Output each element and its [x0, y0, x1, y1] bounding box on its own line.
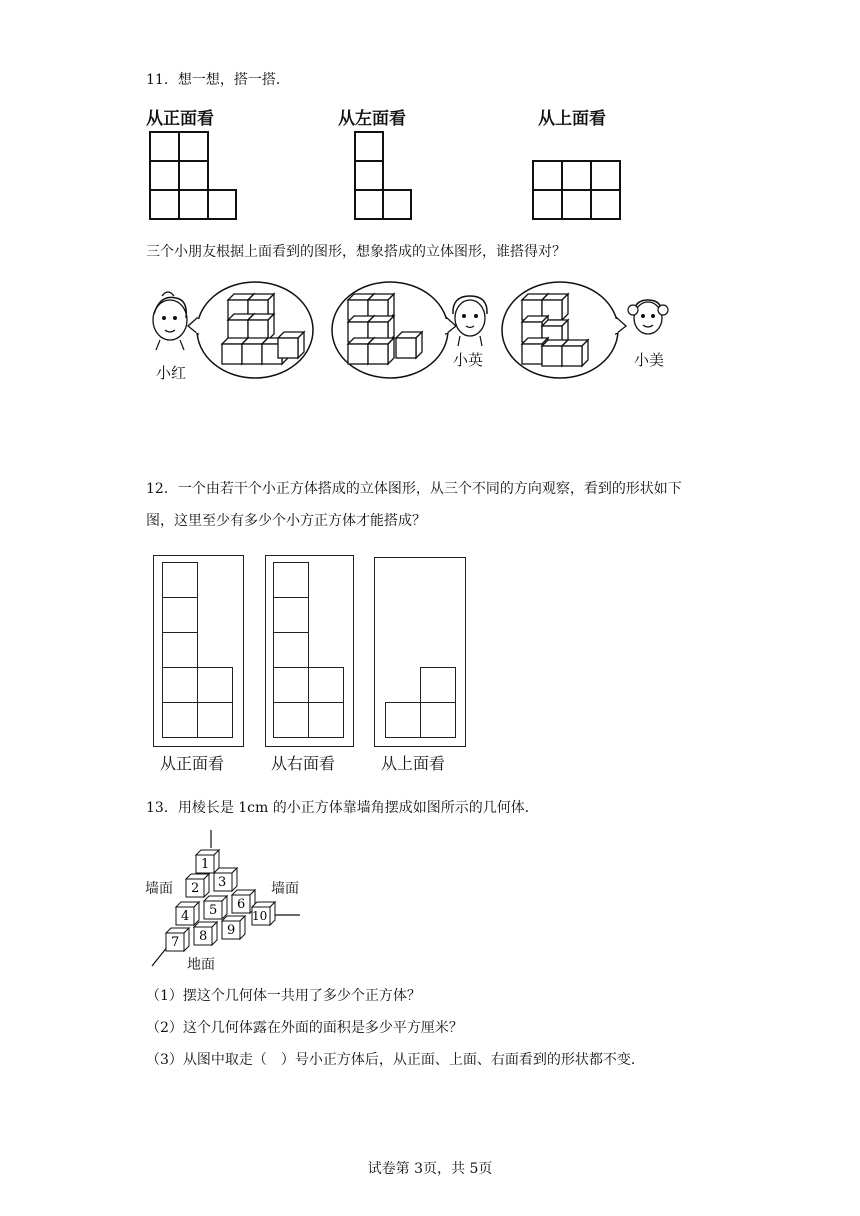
cube-number-7: 7	[171, 935, 180, 950]
q13-part2: （2）这个几何体露在外面的面积是多少平方厘米？	[146, 1020, 463, 1036]
xiaohong-bubble	[188, 282, 313, 378]
q11-left-view-grid	[354, 131, 412, 219]
q12-front-view-label: 从正面看	[160, 754, 225, 773]
q12-line2: 图，这里至少有多少个小方正方体才能搭成？	[146, 513, 426, 529]
q11-top-view-grid	[532, 160, 620, 220]
q11-front-view-label: 从正面看	[146, 109, 214, 129]
q13-part1: （1）摆这个几何体一共用了多少个正方体？	[146, 988, 421, 1004]
q13-title: 13．用棱长是 1cm 的小正方体靠墙角摆成如图所示的几何体．	[146, 800, 539, 816]
cube-number-8: 8	[199, 929, 208, 944]
xiaoying-bubble	[332, 282, 456, 378]
xiaomei-face-icon	[628, 300, 668, 334]
q13-cube-figure	[138, 826, 318, 976]
xiaomei-name: 小美	[634, 351, 665, 369]
xiaohong-face-icon	[153, 292, 187, 350]
page-footer: 试卷第 3页，共 5页	[367, 1161, 493, 1177]
xiaohong-name: 小红	[156, 364, 187, 382]
cube-number-6: 6	[237, 897, 246, 912]
q11-front-view-grid	[149, 131, 237, 219]
q11-top-view-label: 从上面看	[538, 109, 606, 129]
q13-part3: （3）从图中取走（ ）号小正方体后，从正面、上面、右面看到的形状都不变．	[146, 1052, 645, 1068]
cube-number-5: 5	[209, 903, 218, 918]
q11-children-illustration	[140, 274, 680, 394]
q13-wall-left-label: 墙面	[145, 881, 173, 897]
cube-number-9: 9	[227, 923, 236, 938]
cube-number-3: 3	[218, 875, 227, 890]
xiaomei-bubble	[502, 282, 626, 378]
q13-floor-label: 地面	[187, 957, 215, 973]
q12-right-view-label: 从右面看	[271, 754, 336, 773]
q12-top-view-label: 从上面看	[381, 754, 446, 773]
cube-number-4: 4	[181, 909, 190, 924]
q12-line1: 12．一个由若干个小正方体搭成的立体图形，从三个不同的方向观察，看到的形状如下	[146, 481, 682, 497]
xiaoying-face-icon	[453, 296, 487, 346]
q11-title: 11．想一想，搭一搭．	[146, 72, 290, 88]
q11-subquestion: 三个小朋友根据上面看到的图形，想象搭成的立体图形，谁搭得对？	[146, 244, 566, 260]
cube-number-2: 2	[191, 881, 200, 896]
q13-wall-right-label: 墙面	[271, 881, 299, 897]
cube-number-1: 1	[201, 857, 210, 872]
xiaoying-name: 小英	[453, 351, 484, 369]
q11-left-view-label: 从左面看	[338, 109, 406, 129]
cube-number-10: 10	[252, 909, 268, 923]
